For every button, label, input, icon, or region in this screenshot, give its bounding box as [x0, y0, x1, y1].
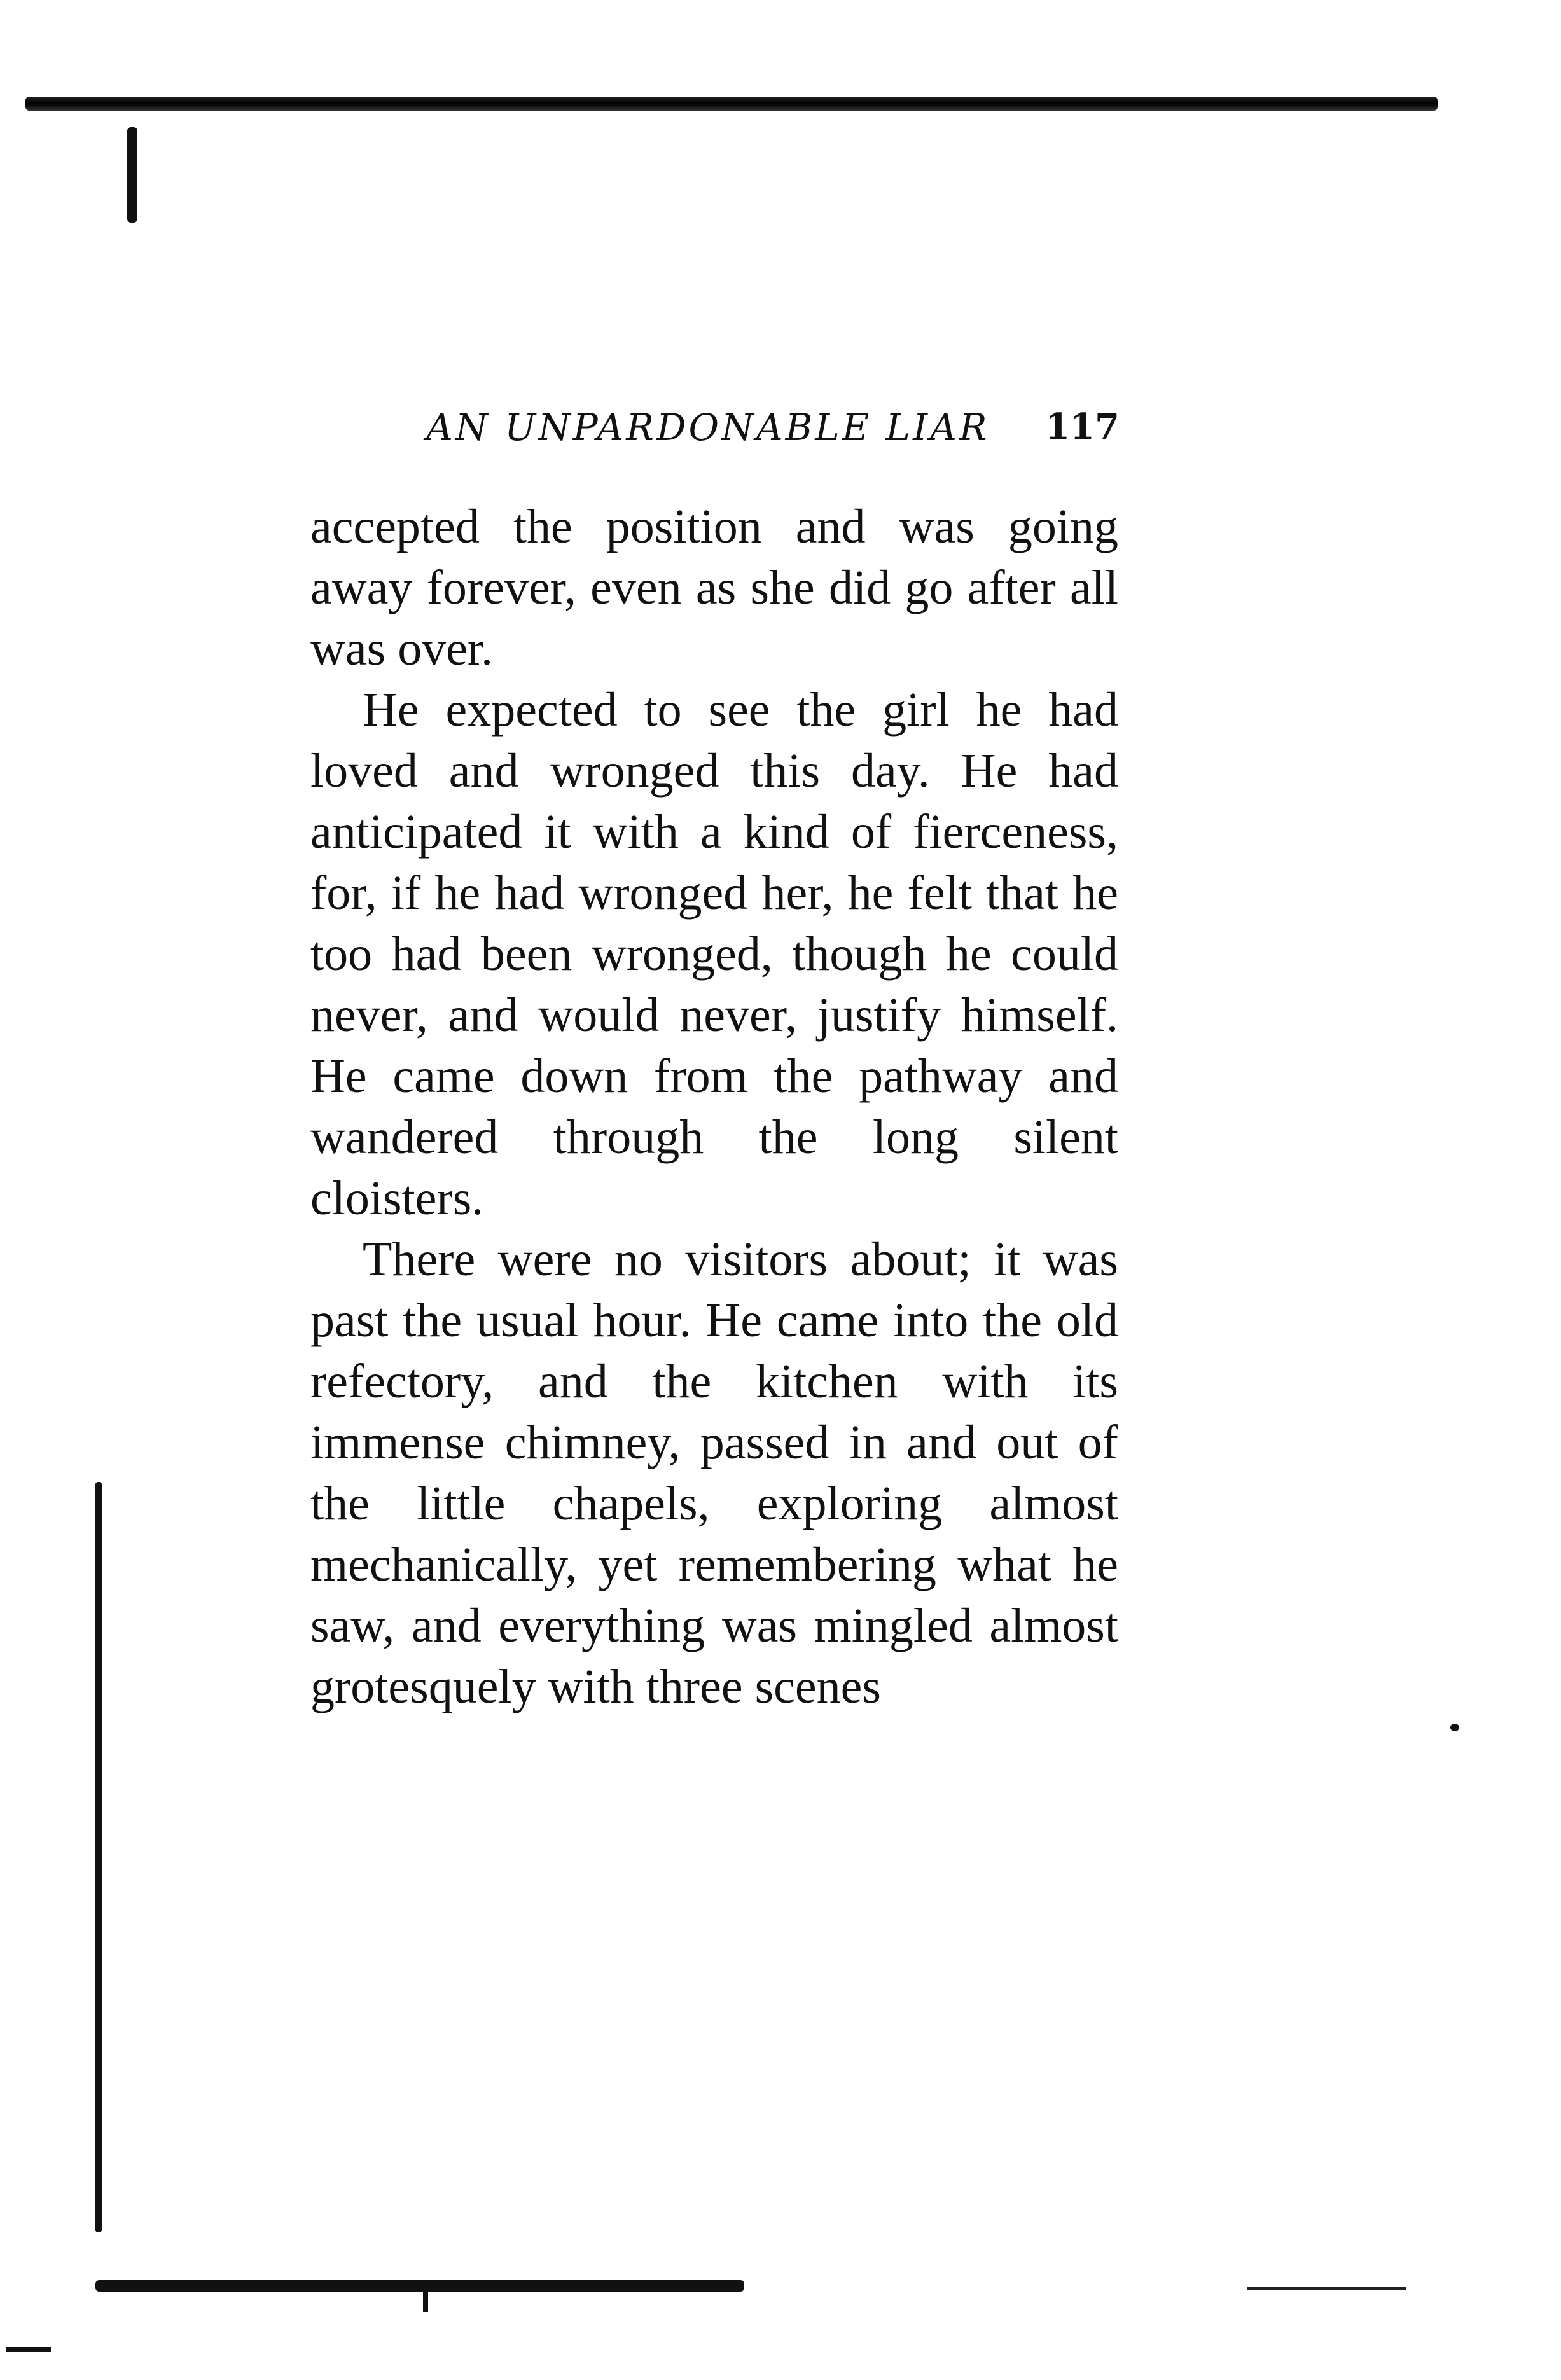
body-text [310, 496, 1118, 1717]
left-binding-edge [95, 1482, 102, 2232]
running-title: AN UNPARDONABLE LIAR [426, 406, 990, 449]
bottom-rule-stub [423, 2287, 428, 2312]
page-number: 117 [1045, 406, 1120, 448]
bottom-left-mark [6, 2347, 51, 2352]
top-scan-rule [25, 97, 1438, 111]
bottom-scan-rule [95, 2280, 744, 2292]
paragraph-continued: accepted the position and was going away forever, even as she did go after all was over. [310, 500, 1118, 675]
left-margin-speck [127, 127, 137, 223]
running-head [426, 406, 1120, 457]
paragraph: There were no visitors about; it was past the usual hour. He came into the old refectory, and the kitchen with its immense chimney, passed in and out of the little chapels, exploring almost mechanically, yet remembering what he saw, and everything was mingled almost grotesquely with three scenes [310, 1233, 1118, 1713]
paragraph: He expected to see the girl he had loved and wronged this day. He had anticipated it with a kind of fierceness, for, if he had wronged her, he felt that he too had been wronged, though he could never, and would never, justify himself. He came down from the pathway and wandered through the long silent cloisters. [310, 683, 1118, 1225]
right-margin-dot [1450, 1724, 1459, 1731]
bottom-right-mark [1247, 2287, 1406, 2290]
